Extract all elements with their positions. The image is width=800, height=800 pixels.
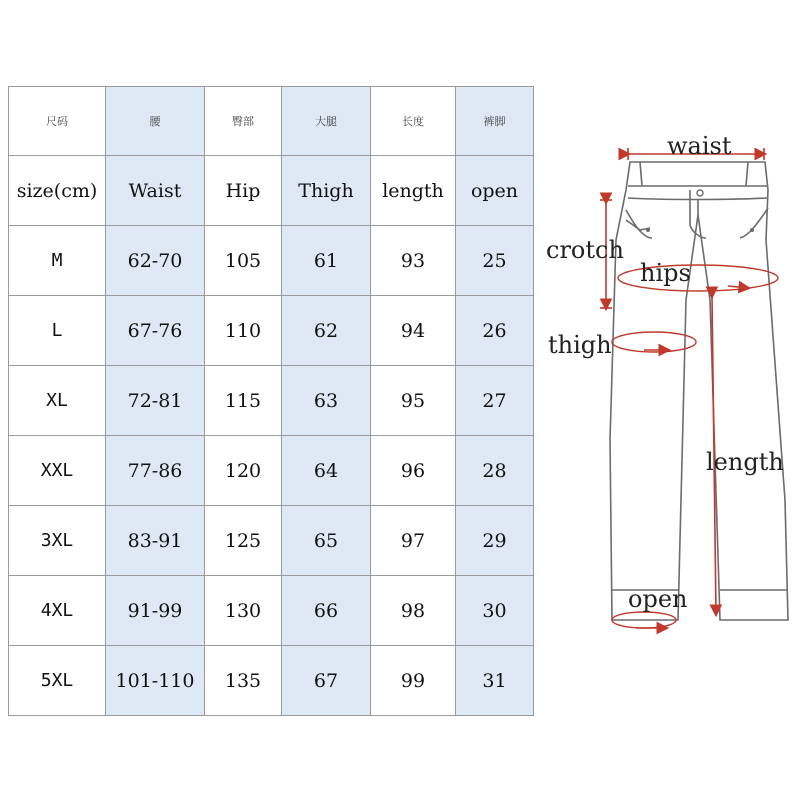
cell-hip: 125: [205, 506, 282, 576]
label-waist: waist: [667, 132, 732, 160]
cell-open: 26: [456, 296, 534, 366]
header-cn-waist: 腰: [106, 87, 205, 156]
pants-illustration: [540, 120, 800, 650]
cell-thigh: 67: [282, 646, 371, 716]
table-row: [9, 296, 534, 366]
header-size: size(cm): [9, 156, 106, 226]
cell-thigh: 64: [282, 436, 371, 506]
cell-thigh: 65: [282, 506, 371, 576]
header-cn-length: 长度: [371, 87, 456, 156]
cell-open: 25: [456, 226, 534, 296]
header-thigh: Thigh: [282, 156, 371, 226]
label-thigh: thigh: [548, 331, 612, 359]
cell-waist: 83-91: [106, 506, 205, 576]
header-cn-hip: 臀部: [205, 87, 282, 156]
cell-open: 28: [456, 436, 534, 506]
cell-size: 3XL: [9, 506, 106, 576]
cell-waist: 67-76: [106, 296, 205, 366]
size-rows: [9, 226, 534, 716]
cell-length: 95: [371, 366, 456, 436]
english-header-row: [9, 156, 534, 226]
chinese-header-row: [9, 87, 534, 156]
size-chart-table: [8, 86, 534, 716]
header-length: length: [371, 156, 456, 226]
header-cn-open: 裤脚: [456, 87, 534, 156]
header-open: open: [456, 156, 534, 226]
cell-length: 99: [371, 646, 456, 716]
cell-waist: 91-99: [106, 576, 205, 646]
thigh-arrow: [612, 332, 696, 352]
label-crotch: crotch: [546, 236, 624, 264]
table-row: [9, 436, 534, 506]
cell-open: 29: [456, 506, 534, 576]
cell-length: 93: [371, 226, 456, 296]
cell-size: L: [9, 296, 106, 366]
header-cn-thigh: 大腿: [282, 87, 371, 156]
cell-length: 98: [371, 576, 456, 646]
cell-open: 27: [456, 366, 534, 436]
cell-thigh: 63: [282, 366, 371, 436]
cell-open: 30: [456, 576, 534, 646]
table-row: [9, 576, 534, 646]
cell-waist: 77-86: [106, 436, 205, 506]
pants-measurement-diagram: [540, 120, 800, 650]
pants-outline: [610, 162, 788, 620]
cell-size: 4XL: [9, 576, 106, 646]
cell-waist: 62-70: [106, 226, 205, 296]
label-length: length: [706, 448, 784, 476]
cell-waist: 72-81: [106, 366, 205, 436]
cell-hip: 120: [205, 436, 282, 506]
cell-hip: 115: [205, 366, 282, 436]
cell-size: 5XL: [9, 646, 106, 716]
table-row: [9, 506, 534, 576]
cell-length: 94: [371, 296, 456, 366]
cell-length: 96: [371, 436, 456, 506]
cell-size: XL: [9, 366, 106, 436]
cell-hip: 105: [205, 226, 282, 296]
cell-size: XXL: [9, 436, 106, 506]
header-waist: Waist: [106, 156, 205, 226]
cell-length: 97: [371, 506, 456, 576]
cell-hip: 135: [205, 646, 282, 716]
header-cn-size: 尺码: [9, 87, 106, 156]
cell-thigh: 62: [282, 296, 371, 366]
cell-size: M: [9, 226, 106, 296]
label-hips: hips: [640, 259, 691, 287]
cell-thigh: 61: [282, 226, 371, 296]
label-open: open: [628, 585, 688, 613]
header-hip: Hip: [205, 156, 282, 226]
cell-open: 31: [456, 646, 534, 716]
table-row: [9, 366, 534, 436]
table-row: [9, 646, 534, 716]
cell-waist: 101-110: [106, 646, 205, 716]
cell-thigh: 66: [282, 576, 371, 646]
cell-hip: 110: [205, 296, 282, 366]
cell-hip: 130: [205, 576, 282, 646]
table-row: [9, 226, 534, 296]
